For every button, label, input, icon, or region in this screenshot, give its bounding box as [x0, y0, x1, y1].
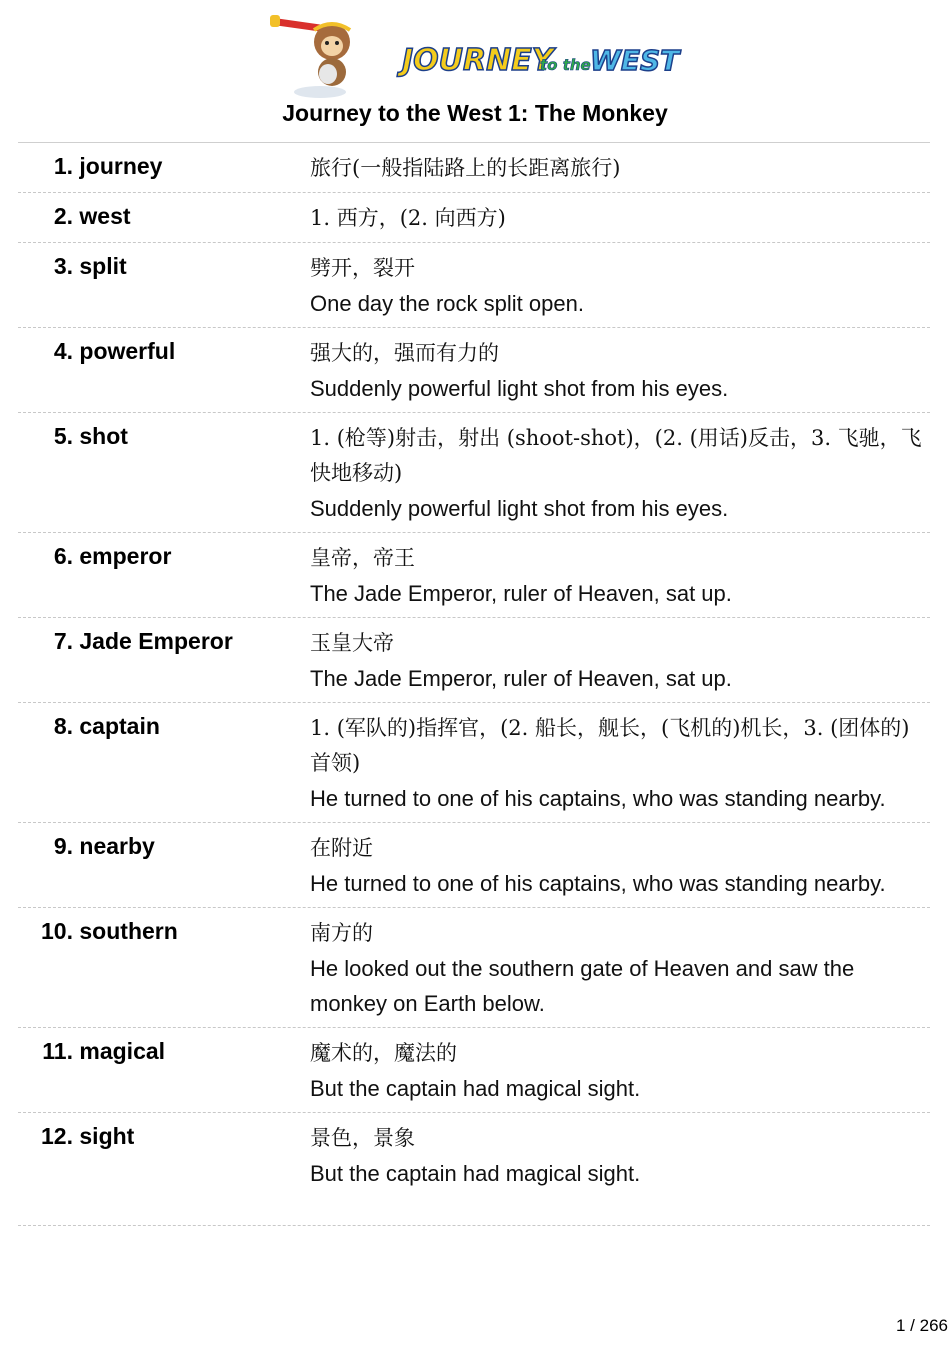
- vocab-number: 11.: [42, 1038, 73, 1064]
- vocab-number: 7.: [53, 628, 73, 654]
- vocab-term: journey: [79, 153, 163, 179]
- vocab-word: [18, 626, 298, 656]
- example-sentence: He turned to one of his captains, who was standing nearby.: [310, 786, 886, 811]
- svg-text:WEST: WEST: [590, 44, 680, 77]
- example-sentence: But the captain had magical sight.: [310, 1076, 641, 1101]
- vocab-row: [18, 618, 930, 703]
- chinese-meaning: 在附近: [310, 836, 373, 860]
- vocab-row: [18, 1028, 930, 1113]
- vocab-row: [18, 413, 930, 533]
- vocabulary-list: [18, 143, 930, 1226]
- vocab-term: captain: [79, 713, 160, 739]
- vocab-term: shot: [79, 423, 128, 449]
- vocab-number: 9.: [53, 833, 73, 859]
- vocab-word: [18, 421, 298, 451]
- svg-text:JOURNEY: JOURNEY: [402, 43, 554, 78]
- journey-to-the-west-logo: [270, 12, 680, 100]
- vocab-number: 12.: [41, 1123, 73, 1149]
- vocab-definition: [310, 336, 930, 406]
- vocab-row: [18, 703, 930, 823]
- vocab-number: 1.: [53, 153, 73, 179]
- vocab-term: magical: [79, 1038, 166, 1064]
- vocab-number: 3.: [53, 253, 73, 279]
- vocab-definition: [310, 201, 930, 236]
- vocab-term: southern: [79, 918, 178, 944]
- vocab-row: [18, 823, 930, 908]
- chinese-meaning: 强大的，强而有力的: [310, 341, 499, 365]
- vocab-word: [18, 916, 298, 946]
- vocab-number: 10.: [41, 918, 73, 944]
- example-sentence: The Jade Emperor, ruler of Heaven, sat up.: [310, 666, 732, 691]
- example-sentence: Suddenly powerful light shot from his eyes.: [310, 496, 729, 521]
- vocab-term: sight: [79, 1123, 135, 1149]
- page-header: [0, 0, 950, 145]
- chinese-meaning: 玉皇大帝: [310, 631, 394, 655]
- page-number: 1 / 266: [896, 1316, 948, 1335]
- chinese-meaning: 旅行(一般指陆路上的长距离旅行): [310, 156, 621, 180]
- vocab-word: [18, 711, 298, 741]
- svg-text:to the: to the: [540, 56, 591, 74]
- vocab-term: west: [79, 203, 131, 229]
- chinese-meaning: 1. (军队的)指挥官，(2. 船长，舰长，(飞机的)机长，3. (团体的)首领): [310, 716, 910, 775]
- example-sentence: Suddenly powerful light shot from his eyes.: [310, 376, 729, 401]
- example-sentence: But the captain had magical sight.: [310, 1161, 641, 1186]
- chinese-meaning: 景色，景象: [310, 1126, 415, 1150]
- example-sentence: He turned to one of his captains, who was standing nearby.: [310, 871, 886, 896]
- vocab-word: [18, 831, 298, 861]
- vocab-term: powerful: [79, 338, 176, 364]
- chinese-meaning: 劈开，裂开: [310, 256, 415, 280]
- vocab-definition: [310, 151, 930, 186]
- vocab-definition: [310, 626, 930, 696]
- vocab-term: emperor: [79, 543, 172, 569]
- vocab-definition: [310, 916, 930, 1021]
- vocab-number: 5.: [53, 423, 73, 449]
- chinese-meaning: 1. (枪等)射击，射出 (shoot-shot)，(2. (用话)反击，3. 飞驰，飞快地移动): [310, 426, 922, 485]
- vocab-word: [18, 201, 298, 231]
- vocab-number: 8.: [53, 713, 73, 739]
- vocab-term: Jade Emperor: [79, 628, 233, 654]
- vocab-row: [18, 143, 930, 193]
- vocab-definition: [310, 711, 930, 816]
- vocab-row: [18, 193, 930, 243]
- vocab-row: [18, 1113, 930, 1226]
- vocab-term: split: [79, 253, 127, 279]
- document-title: Journey to the West 1: The Monkey: [282, 100, 668, 126]
- example-sentence: He looked out the southern gate of Heaven and saw the monkey on Earth below.: [310, 956, 855, 1016]
- vocab-definition: [310, 541, 930, 611]
- vocab-definition: [310, 421, 930, 526]
- vocab-definition: [310, 1036, 930, 1106]
- vocab-row: [18, 243, 930, 328]
- vocab-word: [18, 336, 298, 366]
- vocab-row: [18, 328, 930, 413]
- vocab-row: [18, 533, 930, 618]
- vocab-number: 6.: [53, 543, 73, 569]
- example-sentence: One day the rock split open.: [310, 291, 584, 316]
- vocab-number: 4.: [53, 338, 73, 364]
- vocab-word: [18, 151, 298, 181]
- vocab-definition: [310, 831, 930, 901]
- example-sentence: The Jade Emperor, ruler of Heaven, sat up.: [310, 581, 732, 606]
- chinese-meaning: 魔术的，魔法的: [310, 1041, 457, 1065]
- vocab-number: 2.: [53, 203, 73, 229]
- vocab-word: [18, 251, 298, 281]
- vocab-definition: [310, 1121, 930, 1191]
- vocab-word: [18, 1121, 298, 1151]
- vocab-definition: [310, 251, 930, 321]
- vocab-term: nearby: [79, 833, 155, 859]
- chinese-meaning: 皇帝，帝王: [310, 546, 415, 570]
- vocab-word: [18, 1036, 298, 1066]
- vocab-word: [18, 541, 298, 571]
- vocab-row: [18, 908, 930, 1028]
- chinese-meaning: 1. 西方，(2. 向西方): [310, 206, 506, 230]
- chinese-meaning: 南方的: [310, 921, 373, 945]
